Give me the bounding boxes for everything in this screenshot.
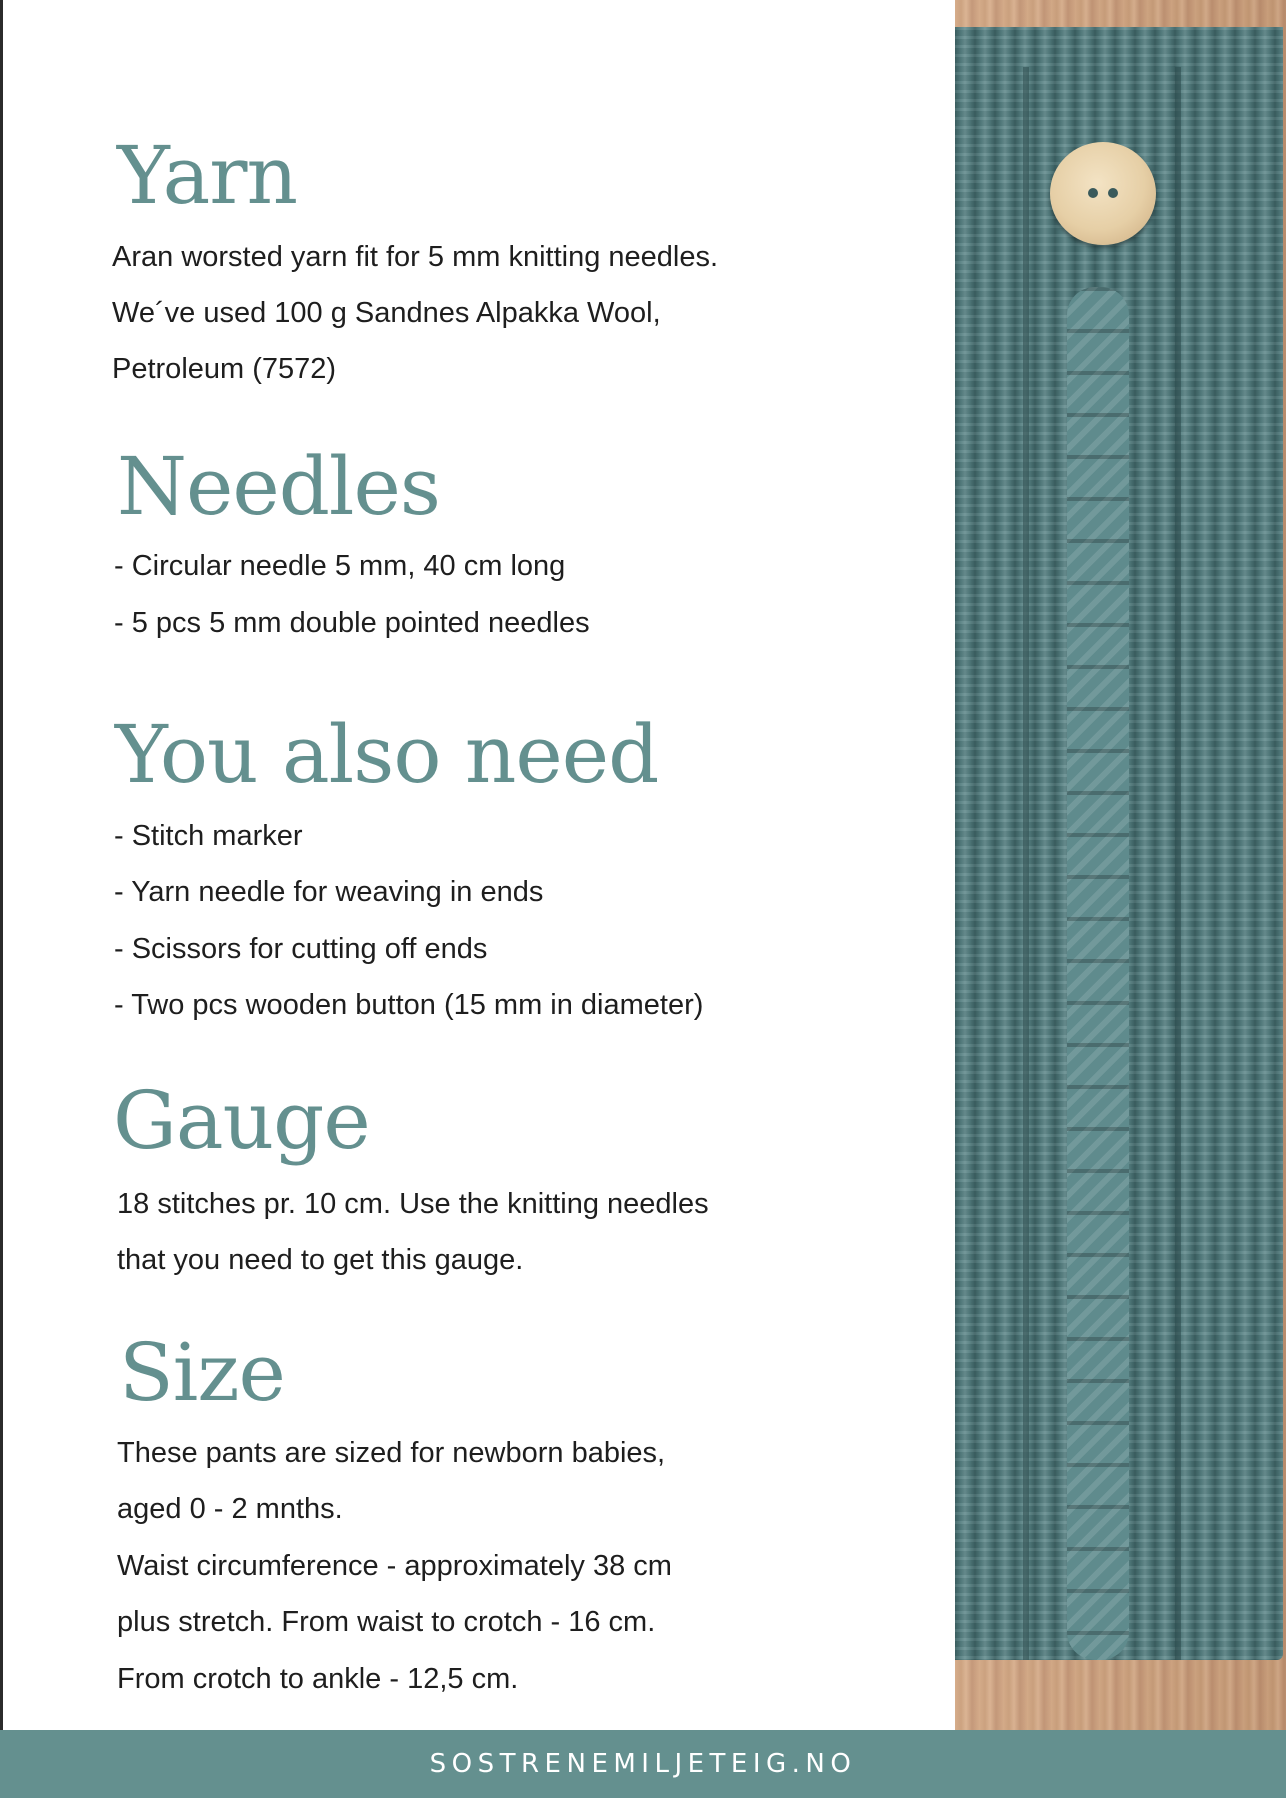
also-need-line-3: - Scissors for cutting off ends <box>114 933 488 965</box>
also-need-line-4: - Two pcs wooden button (15 mm in diameter) <box>114 989 704 1021</box>
cable-stitch-column <box>1067 287 1129 1660</box>
gauge-line-2: that you need to get this gauge. <box>117 1244 524 1276</box>
also-need-heading: You also need <box>115 708 659 801</box>
size-line-3: Waist circumference - approximately 38 cm <box>117 1550 672 1582</box>
also-need-line-2: - Yarn needle for weaving in ends <box>114 876 544 908</box>
also-need-line-1: - Stitch marker <box>114 820 303 852</box>
gauge-line-1: 18 stitches pr. 10 cm. Use the knitting needles <box>117 1188 709 1220</box>
size-line-4: plus stretch. From waist to crotch - 16 cm. <box>117 1606 656 1638</box>
knitted-waistband <box>955 27 1283 1660</box>
wooden-button <box>1050 142 1156 245</box>
rib-groove-left <box>1023 67 1029 1660</box>
footer-website[interactable]: SOSTRENEMILJETEIG.NO <box>429 1749 857 1779</box>
button-hole-left <box>1088 188 1098 198</box>
gauge-heading: Gauge <box>113 1074 370 1167</box>
yarn-line-1: Aran worsted yarn fit for 5 mm knitting needles. <box>112 241 719 273</box>
knitted-fabric-photo <box>955 0 1286 1730</box>
needles-line-1: - Circular needle 5 mm, 40 cm long <box>114 550 566 582</box>
yarn-line-2: We´ve used 100 g Sandnes Alpakka Wool, <box>112 297 661 329</box>
size-heading: Size <box>119 1326 285 1419</box>
size-line-1: These pants are sized for newborn babies, <box>117 1437 666 1469</box>
size-line-2: aged 0 - 2 mnths. <box>117 1493 343 1525</box>
footer-bar <box>0 1730 1286 1798</box>
button-hole-right <box>1108 188 1118 198</box>
rib-groove-right <box>1175 67 1181 1660</box>
yarn-heading: Yarn <box>117 129 298 222</box>
size-line-5: From crotch to ankle - 12,5 cm. <box>117 1663 519 1695</box>
needles-line-2: - 5 pcs 5 mm double pointed needles <box>114 607 590 639</box>
yarn-line-3: Petroleum (7572) <box>112 353 337 385</box>
needles-heading: Needles <box>117 440 440 533</box>
